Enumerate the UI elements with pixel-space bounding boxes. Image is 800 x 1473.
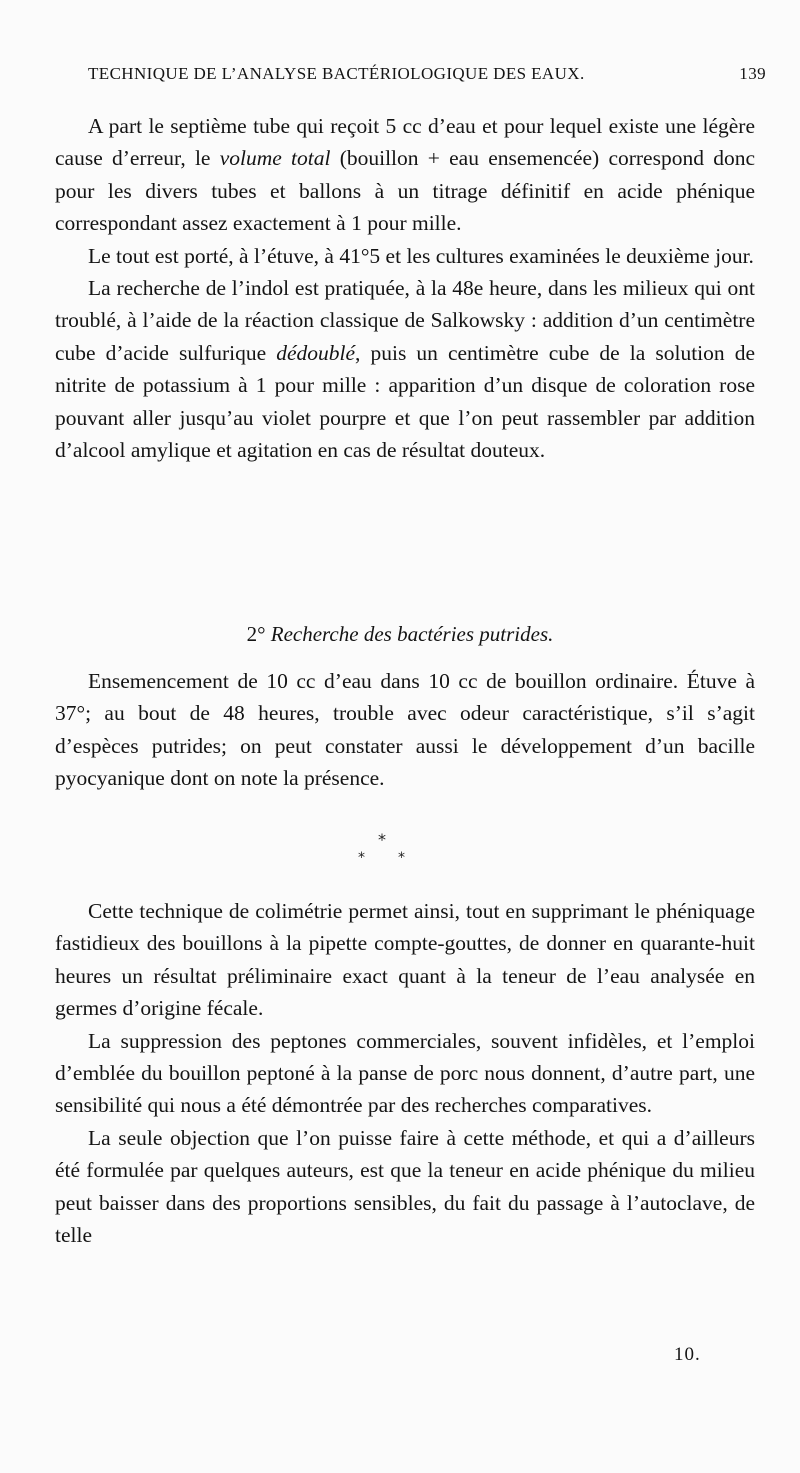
section-number: 2°	[246, 622, 266, 646]
paragraph	[55, 1025, 755, 1122]
text-run: , puis un centimètre cube de la solution de nitrite de potassium à 1 pour mille : apparition d’un disque de coloration rose pouvant aller jusqu’au violet pourpre et que l’on peut rassembler par addition d’alcool amylique et agitation en cas de résultat douteux.	[55, 340, 755, 463]
italic-text: dédoublé	[276, 340, 356, 365]
running-head-title: TECHNIQUE DE L’ANALYSE BACTÉRIOLOGIQUE DES EAUX.	[88, 64, 585, 83]
running-head	[88, 64, 766, 88]
section-title: Recherche des bactéries putrides.	[270, 622, 554, 646]
paragraph	[55, 272, 755, 466]
paragraph	[55, 895, 755, 1025]
signature-mark: 10.	[674, 1344, 701, 1365]
italic-text: volume total	[219, 146, 331, 171]
paragraph	[55, 1122, 755, 1252]
paragraph	[55, 240, 755, 272]
text-run: La recherche de l’indol est pratiquée, à la 48e heure, dans les milieux qui ont troublé, à l’aide de la réaction classique de Salkowsky : addition d’un centimètre cube d’acide sulfurique	[55, 276, 755, 365]
text-run: Cette technique de colimétrie permet ainsi, tout en supprimant le phéniquage fastidieux des bouillons à la pipette compte-gouttes, de donner en quarante-huit heures un résultat préliminaire exact quant à la teneur de l’eau analysée en germes d’origine fécale.	[55, 899, 755, 1021]
page-number: 139	[739, 64, 766, 83]
text-block-bottom	[55, 895, 755, 1251]
text-block-middle	[55, 665, 755, 795]
text-run: Ensemencement de 10 cc d’eau dans 10 cc de bouillon ordinaire. Étuve à 37°; au bout de 48 heures, trouble avec odeur caractéristique, s’il s’agit d’espèces putrides; on peut constater aussi le développement d’un bacille pyocyanique dont on note la présence.	[55, 669, 755, 791]
text-block-top	[55, 110, 755, 466]
text-run: La seule objection que l’on puisse faire à cette méthode, et qui a d’ailleurs été formulée par quelques auteurs, est que la teneur en acide phénique du milieu peut baisser dans des proportions sensibles, du fait du passage à l’autoclave, de telle	[55, 1125, 755, 1248]
section-heading	[0, 622, 800, 647]
text-run: La suppression des peptones commerciales, souvent infidèles, et l’emploi d’emblée du bouillon peptoné à la panse de porc nous donnent, d’autre part, une sensibilité qui nous a été démontrée par des recherches comparatives.	[55, 1028, 755, 1118]
paragraph	[55, 665, 755, 795]
asterism-star: *	[398, 850, 405, 866]
text-run: A part le septième tube qui reçoit 5 cc d’eau et pour lequel existe une légère cause d’erreur, le	[55, 114, 755, 171]
paragraph	[55, 110, 755, 240]
asterism-star: *	[378, 830, 386, 849]
text-run: Le tout est porté, à l’étuve, à 41°5 et les cultures examinées le deuxième jour.	[88, 243, 754, 268]
asterism	[356, 830, 416, 880]
asterism-star: *	[358, 850, 365, 866]
text-run: (bouillon + eau ensemencée) correspond donc pour les divers tubes et ballons à un titrage définitif en acide phénique correspondant assez exactement à 1 pour mille.	[55, 146, 755, 236]
